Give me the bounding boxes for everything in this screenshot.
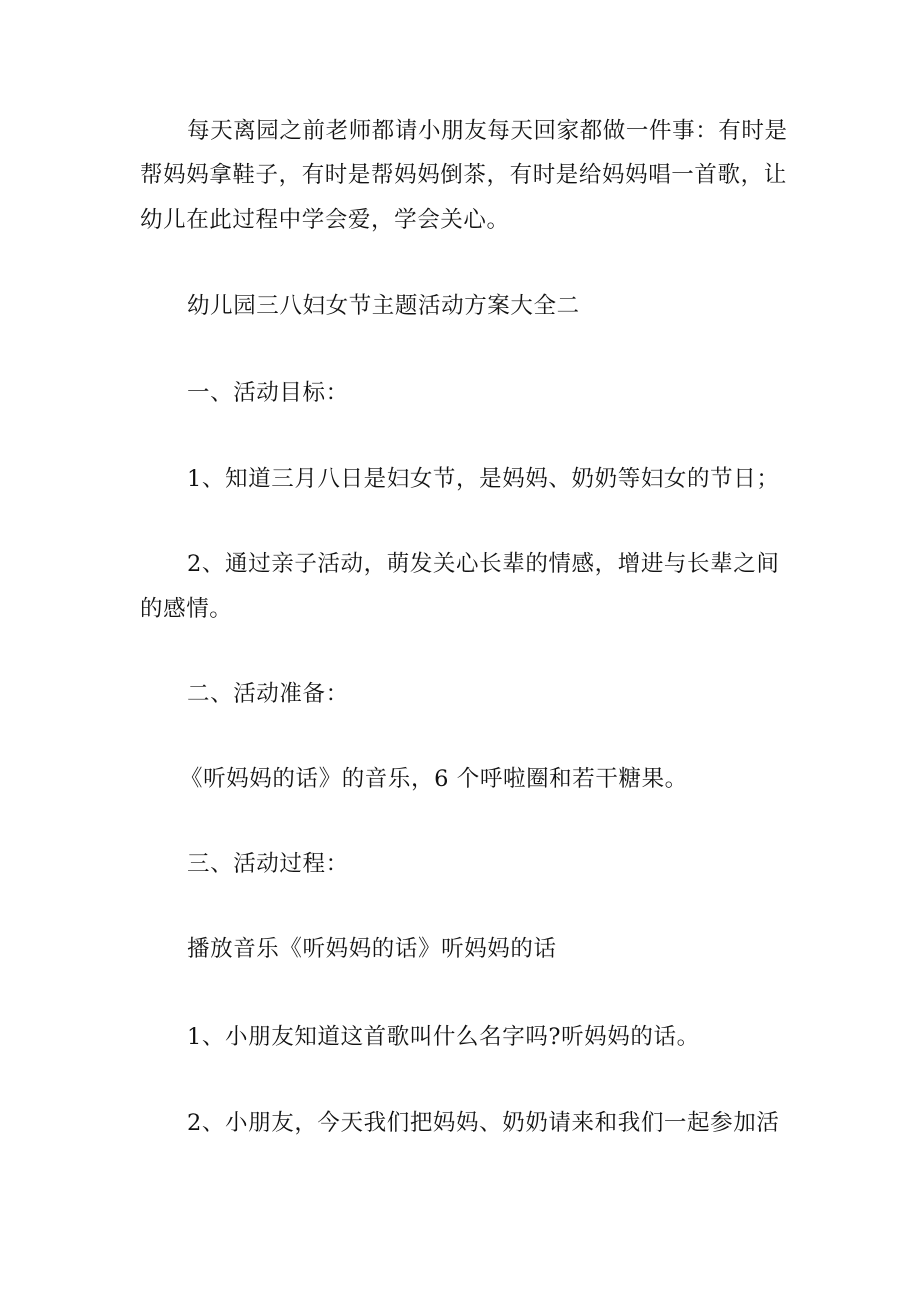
step-2: 2、小朋友，今天我们把妈妈、奶奶请来和我们一起参加活	[187, 1110, 780, 1136]
section-1-heading: 一、活动目标：	[187, 380, 349, 406]
section-2-heading: 二、活动准备：	[187, 681, 349, 707]
goal-1: 1、知道三月八日是妇女节，是妈妈、奶奶等妇女的节日；	[187, 466, 780, 492]
paragraph-1-line-3: 幼儿在此过程中学会爱，学会关心。	[140, 207, 510, 233]
paragraph-1-line-1: 每天离园之前老师都请小朋友每天回家都做一件事：有时是	[187, 118, 788, 144]
plan-title: 幼儿园三八妇女节主题活动方案大全二	[187, 293, 580, 319]
step-1: 1、小朋友知道这首歌叫什么名字吗?听妈妈的话。	[187, 1024, 700, 1050]
process-intro: 播放音乐《听妈妈的话》听妈妈的话	[187, 936, 557, 962]
paragraph-1-line-2: 帮妈妈拿鞋子，有时是帮妈妈倒茶，有时是给妈妈唱一首歌，让	[140, 162, 787, 188]
goal-2-line-1: 2、通过亲子活动，萌发关心长辈的情感，增进与长辈之间	[187, 551, 780, 577]
preparation-text: 《听妈妈的话》的音乐，6 个呼啦圈和若干糖果。	[180, 766, 688, 792]
section-3-heading: 三、活动过程：	[187, 851, 349, 877]
goal-2-line-2: 的感情。	[140, 596, 233, 622]
